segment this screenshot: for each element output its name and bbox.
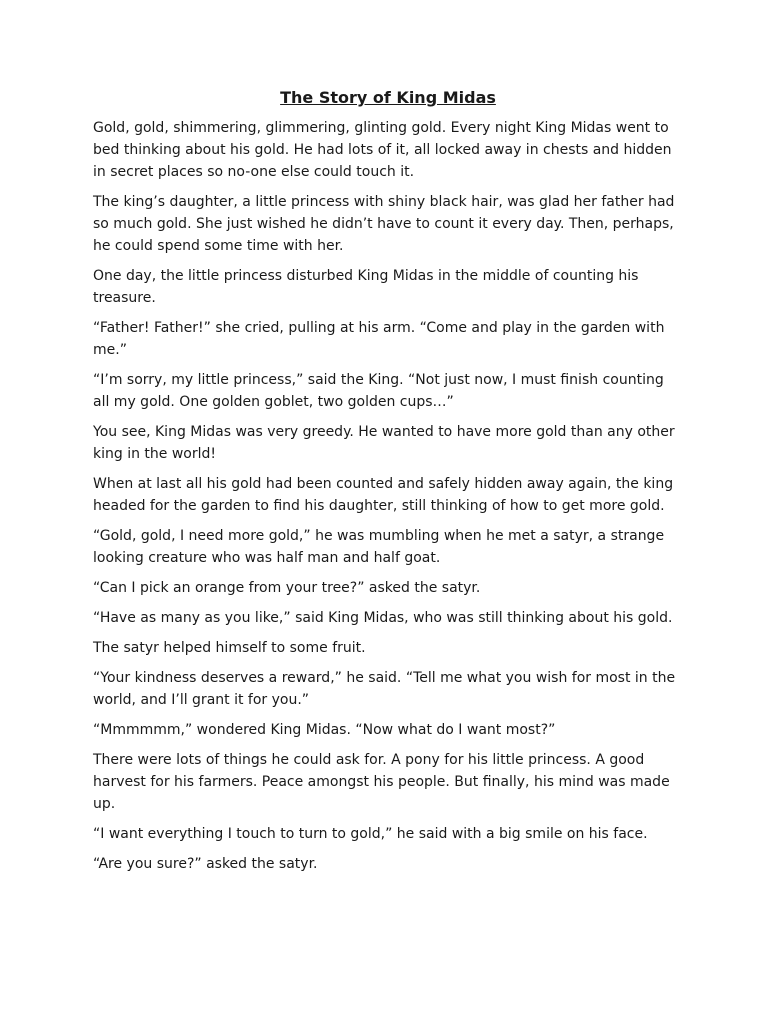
- paragraph: “Father! Father!” she cried, pulling at his arm. “Come and play in the garden with me.”: [93, 320, 665, 358]
- paragraph: Gold, gold, shimmering, glimmering, glinting gold. Every night King Midas went to bed thinking about his gold. He had lots of it, all locked away in chests and hidden in secret places so no-one else could touch it.: [93, 120, 672, 180]
- paragraph: You see, King Midas was very greedy. He wanted to have more gold than any other king in the world!: [93, 424, 675, 462]
- paragraph: The satyr helped himself to some fruit.: [93, 640, 366, 656]
- paragraph: There were lots of things he could ask for. A pony for his little princess. A good harvest for his farmers. Peace amongst his people. But finally, his mind was made up.: [93, 752, 670, 812]
- paragraph: “I’m sorry, my little princess,” said the King. “Not just now, I must finish counting all my gold. One golden goblet, two golden cups…”: [93, 372, 664, 410]
- paragraph: The king’s daughter, a little princess with shiny black hair, was glad her father had so much gold. She just wished he didn’t have to count it every day. Then, perhaps, he could spend some time with her.: [93, 194, 675, 254]
- paragraph: “Can I pick an orange from your tree?” asked the satyr.: [93, 580, 481, 596]
- paragraph: “Mmmmmm,” wondered King Midas. “Now what do I want most?”: [93, 722, 556, 738]
- paragraph: “Are you sure?” asked the satyr.: [93, 856, 318, 872]
- paragraph: When at last all his gold had been counted and safely hidden away again, the king headed for the garden to find his daughter, still thinking of how to get more gold.: [93, 476, 674, 514]
- document-title: The Story of King Midas: [280, 88, 496, 107]
- paragraph: “Your kindness deserves a reward,” he said. “Tell me what you wish for most in the world, and I’ll grant it for you.”: [93, 670, 676, 708]
- paragraph: “Have as many as you like,” said King Midas, who was still thinking about his gold.: [93, 610, 673, 626]
- paragraph: One day, the little princess disturbed King Midas in the middle of counting his treasure.: [93, 268, 639, 306]
- document-page: [93, 88, 683, 883]
- paragraph: “Gold, gold, I need more gold,” he was mumbling when he met a satyr, a strange looking creature who was half man and half goat.: [93, 528, 665, 566]
- paragraph: “I want everything I touch to turn to gold,” he said with a big smile on his face.: [93, 826, 648, 842]
